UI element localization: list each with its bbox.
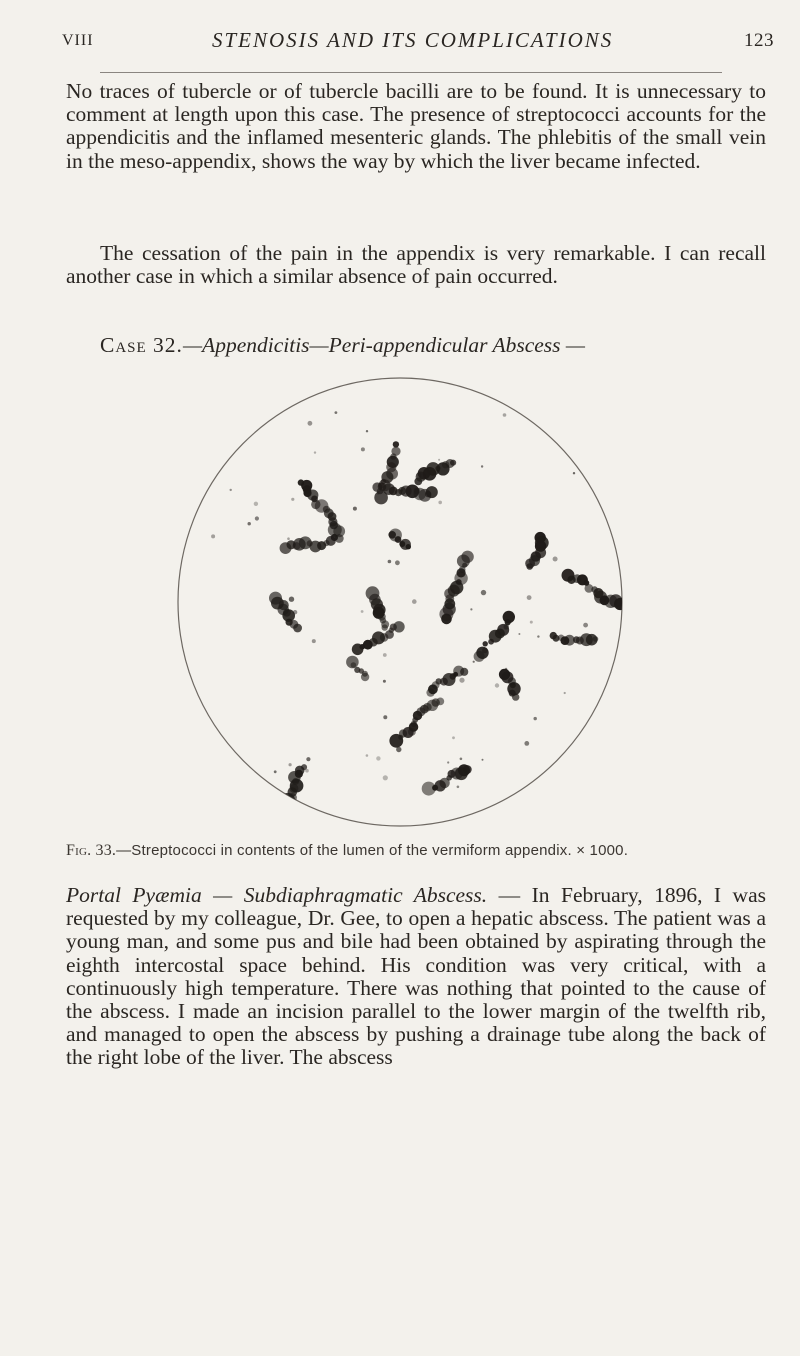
scattered-coccus [383,715,387,719]
scattered-coccus [482,759,484,761]
scattered-coccus [314,451,316,453]
coccus-granule [319,818,328,827]
coccus-granule [414,478,422,486]
scattered-coccus [583,623,588,628]
scattered-coccus [495,683,499,687]
scattered-coccus [573,472,575,474]
scattered-coccus [366,430,368,432]
running-head [62,28,774,64]
scattered-coccus [438,501,442,505]
header-rule [100,72,722,73]
scattered-coccus [254,502,258,506]
scattered-coccus [481,465,483,467]
scattered-coccus [377,492,380,495]
scattered-coccus [524,741,529,746]
case-label: Case 32. [100,333,183,357]
scattered-coccus [255,516,259,520]
case-title-continued: Portal Pyæmia — Subdiaphragmatic Abscess. [66,883,488,907]
scattered-coccus [564,692,566,694]
scattered-coccus [553,557,558,562]
scattered-coccus [289,763,292,766]
coccus-granule [321,816,328,823]
scattered-coccus [211,534,215,538]
scattered-coccus [361,447,365,451]
scattered-coccus [534,717,537,720]
paragraph-case-32 [66,884,766,1070]
microscope-field [178,378,622,826]
coccus-granule [352,644,364,656]
scattered-coccus [230,489,232,491]
scattered-coccus [457,786,460,789]
coccus-granule [614,598,626,610]
section-number: VIII [62,32,94,49]
coccus-granule [422,782,436,796]
scattered-coccus [383,680,386,683]
scattered-coccus [308,421,313,426]
page-number: 123 [744,30,774,51]
scattered-coccus [401,489,403,491]
scattered-coccus [447,761,449,763]
coccus-granule [436,698,444,706]
coccus-granule [318,822,329,832]
scattered-coccus [366,754,369,757]
coccus-granule [388,531,396,539]
scattered-coccus [361,610,364,613]
scattered-coccus [452,736,455,739]
scattered-coccus [287,537,290,540]
coccus-granule [474,651,485,662]
scattered-coccus [537,635,539,637]
coccus-granule [281,793,295,807]
scattered-coccus [470,608,472,610]
scattered-coccus [293,610,297,614]
scattered-coccus [388,560,392,564]
scattered-coccus [481,590,486,595]
scattered-coccus [459,678,464,683]
paragraph-findings: No traces of tubercle or of tubercle bacilli are to be found. It is unnecessary to comment at length upon this case. The presence of streptococci accounts for the appendicitis and the inflamed mesenteric glands. The phlebitis of the small vein in the meso-appendix, shows the way by which the liver became infected. [66,79,766,173]
scattered-coccus [306,757,310,761]
micrograph-figure [170,372,630,832]
scattered-coccus [412,599,417,604]
figure-caption [66,842,766,860]
coccus-granule [499,669,510,680]
figure-label: Fig. 33. [66,842,117,859]
scattered-coccus [530,621,533,624]
coccus-granule [526,563,533,570]
scattered-coccus [503,413,507,417]
coccus-granule [361,673,369,681]
scattered-coccus [527,595,532,600]
case-title: —Appendicitis—Peri-appendicular Abscess — [182,333,586,357]
scattered-coccus [376,756,380,760]
coccus-granule [382,624,388,630]
scattered-coccus [395,560,400,565]
coccus-granule [313,831,322,833]
scattered-coccus [383,775,388,780]
coccus-granule [351,662,357,668]
scattered-coccus [460,758,463,761]
coccus-granule [593,636,599,642]
scattered-coccus [289,597,294,602]
case-body: — In February, 1896, I was requested by my colleague, Dr. Gee, to open a hepatic abscess. The patient was a young man, and some pus and bile had been obtained by aspirating through the eighth intercostal space behind. His condition was very critical, with a continuously high temperature. There was nothing that pointed to the cause of the abscess. I made an incision parallel to the lower margin of the twelfth rib, and managed to open the abscess by pushing a drainage tube along the back of the right lobe of the liver. The abscess [66,883,766,1070]
micrograph-illustration [170,372,630,832]
coccus-granule [284,800,293,809]
running-title: STENOSIS AND ITS COMPLICATIONS [212,28,614,52]
scattered-coccus [473,661,475,663]
coccus-granule [372,482,382,492]
scattered-coccus [505,668,507,670]
coccus-granule [426,688,434,696]
coccus-granule [269,592,282,605]
scattered-coccus [312,639,316,643]
coccus-granule [483,641,488,646]
scattered-coccus [248,522,251,525]
scattered-coccus [416,473,421,478]
coccus-granule [298,479,304,485]
scattered-coccus [291,498,294,501]
scattered-coccus [518,633,520,635]
case-heading [66,334,766,357]
scattered-coccus [353,507,357,511]
coccus-granule [488,639,494,645]
scattered-coccus [438,459,440,461]
paragraph-pain-cessation: The cessation of the pain in the appendix is very remarkable. I can recall another case in which a similar absence of pain occurred. [66,241,766,289]
coccus-granule [315,827,326,832]
scattered-coccus [305,769,309,773]
scattered-coccus [571,435,576,440]
scattered-coccus [396,747,401,752]
coccus-granule [441,614,452,625]
scattered-coccus [274,770,277,773]
scattered-coccus [335,411,338,414]
scattered-coccus [383,653,387,657]
figure-caption-text: —Streptococci in contents of the lumen of the vermiform appendix. × 1000. [116,842,629,859]
